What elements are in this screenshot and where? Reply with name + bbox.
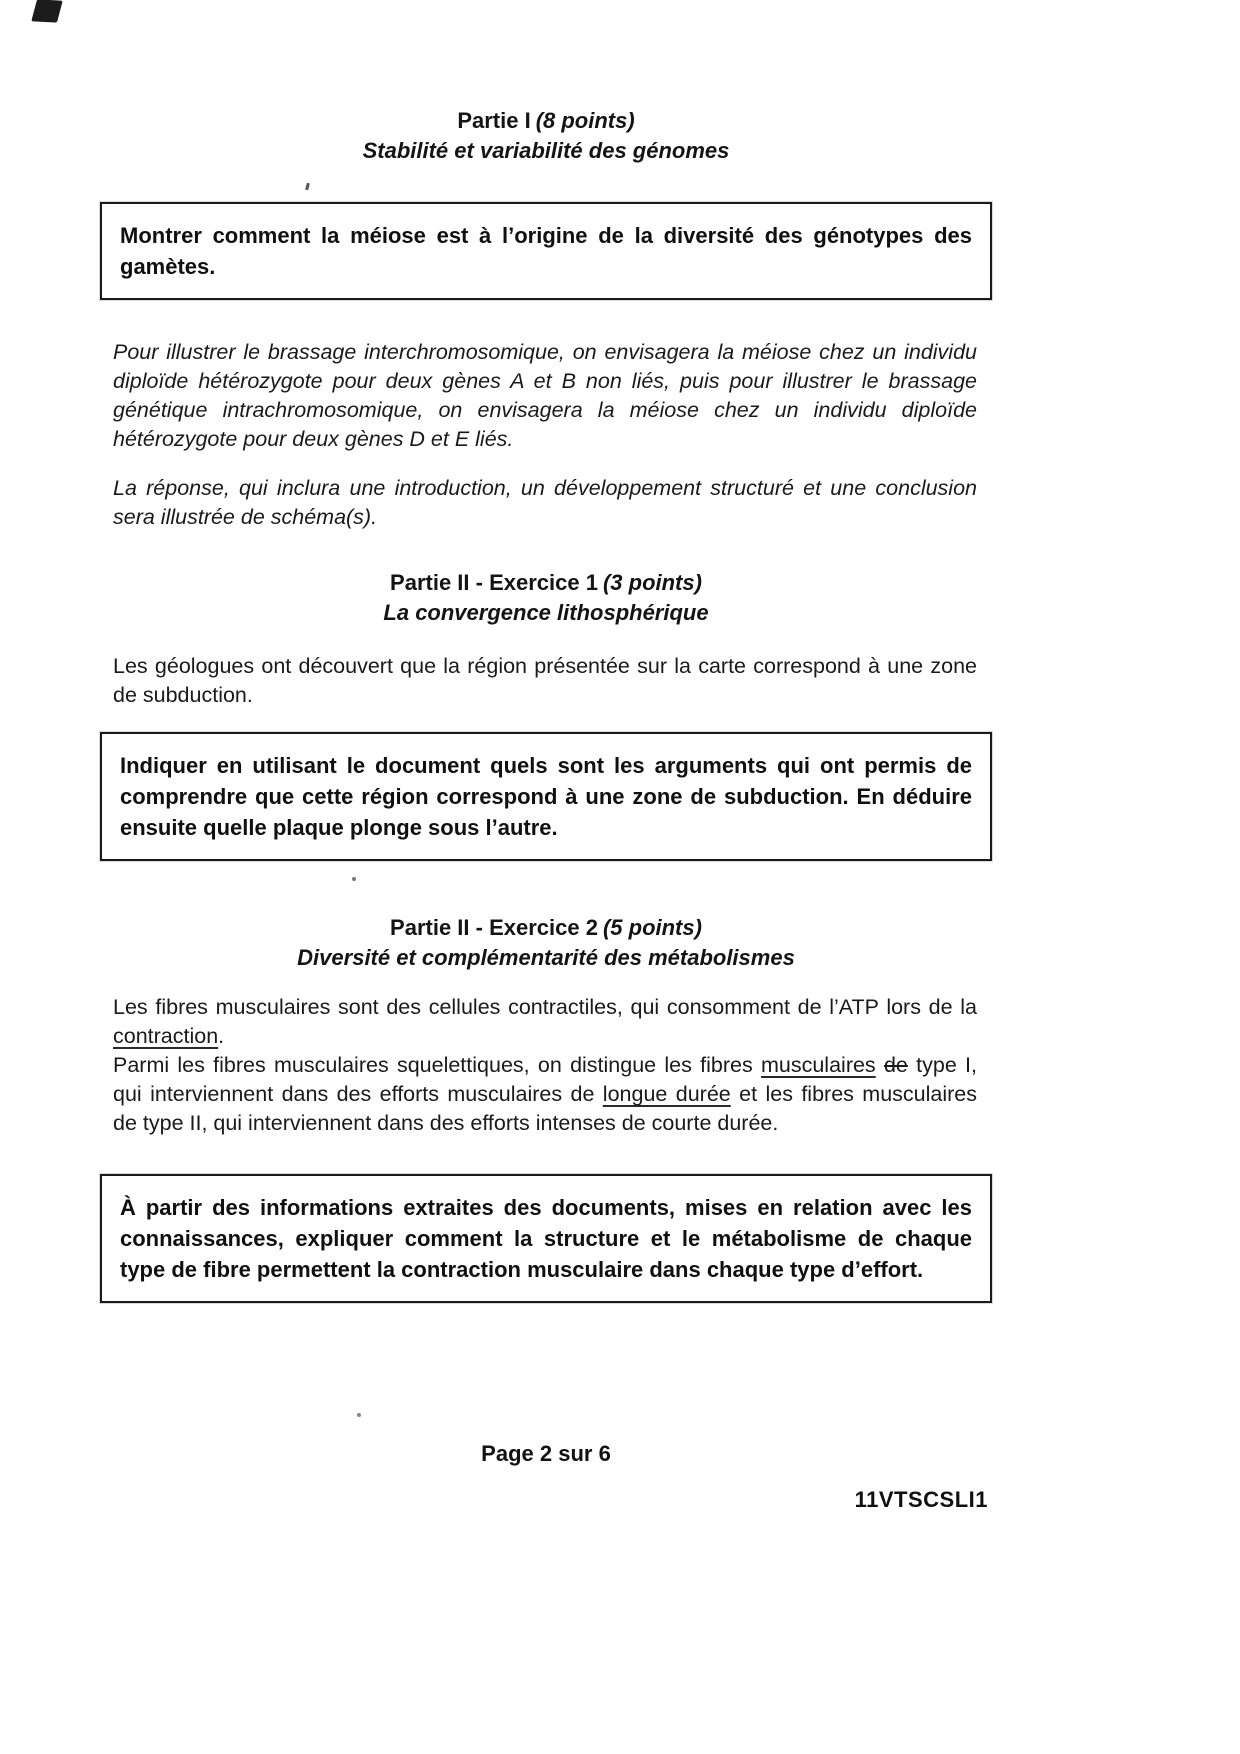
underlined-word: longue durée — [602, 1082, 731, 1106]
part1-paragraph-1: Pour illustrer le brassage interchromosomique, on envisagera la méiose chez un individu diploïde hétérozygote pour deux gènes A et B non liés, puis pour illustrer le brassage génétique intrachromosomique, on envisagera la méiose chez un individu diploïde hétérozygote pour deux gènes D et E liés. — [113, 340, 977, 451]
part1-subtitle: Stabilité et variabilité des génomes — [362, 138, 730, 163]
part2ex1-heading: Partie II - Exercice 1 — [390, 570, 598, 595]
part2ex2-intro-2 — [113, 1051, 977, 1138]
struck-word: de — [883, 1053, 908, 1077]
page-number: Page 2 sur 6 — [481, 1441, 611, 1466]
part2ex1-title-block — [100, 568, 992, 628]
document-code: 11VTSCSLI1 — [854, 1487, 988, 1512]
part2ex2-title-block — [100, 913, 992, 973]
scan-artifact — [31, 0, 62, 23]
underlined-word: musculaires — [760, 1053, 876, 1077]
part2ex2-title-line — [100, 913, 992, 943]
part2ex2-points: (5 points) — [602, 915, 702, 940]
part2ex1-task-text: Indiquer en utilisant le document quels sont les arguments qui ont permis de comprendre que cette région correspond à une zone de subduction. En déduire ensuite quelle plaque plonge sous l’autre. — [120, 753, 972, 840]
part2ex2-heading: Partie II - Exercice 2 — [390, 915, 598, 940]
part1-task-text: Montrer comment la méiose est à l’origine de la diversité des génotypes des gamètes. — [120, 223, 972, 279]
part2ex2-task-text: À partir des informations extraites des documents, mises en relation avec les connaissances, expliquer comment la structure et le métabolisme de chaque type de fibre permettent la contraction musculaire dans chaque type d’effort. — [120, 1195, 972, 1282]
part1-points: (8 points) — [535, 108, 635, 133]
part2ex2-intro-1 — [113, 993, 977, 1051]
part2ex2-subtitle: Diversité et complémentarité des métabolismes — [297, 945, 795, 970]
intro-text — [876, 1053, 884, 1077]
part1-title-block — [100, 106, 992, 166]
intro-text: et les fibres musculaires de type II, qui interviennent dans des efforts intenses de courte durée. — [113, 1082, 978, 1135]
part2ex1-title-line — [100, 568, 992, 598]
part2ex1-subtitle: La convergence lithosphérique — [383, 600, 709, 625]
intro-text: Parmi les fibres musculaires squelettiques, on distingue les fibres — [113, 1053, 761, 1077]
part2ex1-task-box — [100, 732, 992, 861]
part2ex1-intro: Les géologues ont découvert que la région présentée sur la carte correspond à une zone de subduction. — [113, 654, 977, 707]
part1-title-line — [100, 106, 992, 136]
intro-text: type I, qui interviennent dans des efforts musculaires de — [113, 1053, 977, 1106]
part2ex1-points: (3 points) — [602, 570, 702, 595]
underlined-word: contraction — [113, 1024, 219, 1048]
intro-text: Les fibres musculaires sont des cellules contractiles, qui consomment de l’ATP lors de la — [113, 995, 977, 1019]
part1-heading: Partie I — [457, 108, 531, 133]
part1-paragraph-2: La réponse, qui inclura une introduction, un développement structuré et une conclusion sera illustrée de schéma(s). — [113, 476, 977, 529]
intro-text: . — [218, 1024, 225, 1048]
part2ex2-task-box — [100, 1174, 992, 1303]
page-content — [100, 0, 992, 1303]
part1-task-box — [100, 202, 992, 300]
scan-speck — [357, 1413, 361, 1417]
